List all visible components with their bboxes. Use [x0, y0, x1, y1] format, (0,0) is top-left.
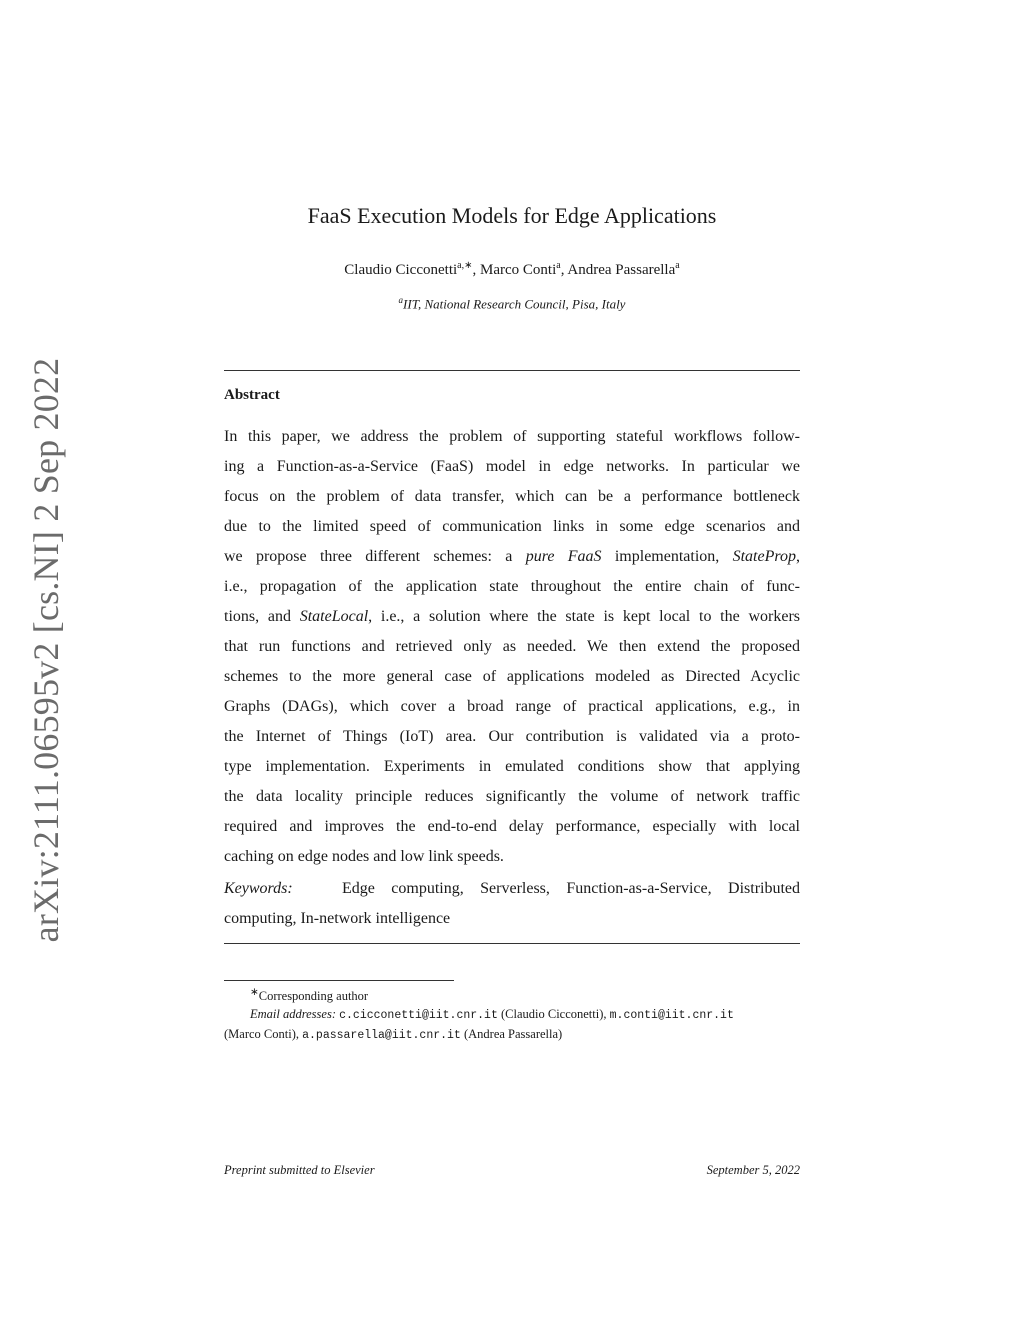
- email-line: [224, 1005, 804, 1025]
- affiliation-mark: a: [398, 295, 404, 305]
- keywords: [224, 874, 800, 934]
- preprint-note: Preprint submitted to Elsevier: [224, 1163, 375, 1177]
- email-address[interactable]: m.conti@iit.cnr.it: [609, 1009, 734, 1023]
- abstract-emphasis: StateProp: [732, 548, 797, 565]
- abstract-heading: Abstract: [224, 387, 280, 403]
- abstract-line: [224, 602, 800, 632]
- author-name: Marco Conti: [480, 262, 557, 278]
- author-name: Claudio Cicconetti: [344, 262, 458, 278]
- abstract-text: implementation,: [601, 548, 733, 565]
- email-address[interactable]: c.cicconetti@iit.cnr.it: [339, 1009, 498, 1023]
- email-address[interactable]: a.passarella@iit.cnr.it: [302, 1029, 461, 1043]
- abstract-line: schemes to the more general case of applications modeled as Directed Acyclic: [224, 668, 800, 685]
- abstract-text: ,: [796, 548, 801, 565]
- abstract-line: that run functions and retrieved only as needed. We then extend the proposed: [224, 638, 800, 655]
- abstract-text: tions, and: [224, 608, 300, 625]
- abstract-text: , i.e., a solution where the state is kept local to the workers: [368, 608, 801, 625]
- abstract-line: [224, 542, 800, 572]
- abstract-body: [224, 422, 800, 872]
- abstract-bottom-rule: [224, 943, 800, 944]
- email-owner: (Andrea Passarella): [463, 1027, 563, 1042]
- email-line: [224, 1025, 804, 1045]
- author-affiliation-mark: a: [675, 260, 680, 271]
- keywords-line: [224, 874, 800, 904]
- abstract-line: required and improves the end-to-end delay performance, especially with local: [224, 818, 800, 835]
- abstract-line: caching on edge nodes and low link speeds.: [224, 848, 504, 865]
- abstract-line: type implementation. Experiments in emulated conditions show that applying: [224, 758, 800, 775]
- abstract-emphasis: pure FaaS: [525, 548, 602, 565]
- paper-title: FaaS Execution Models for Edge Applications: [307, 203, 717, 228]
- abstract-line: Graphs (DAGs), which cover a broad range of practical applications, e.g., in: [224, 698, 800, 715]
- abstract-line: the data locality principle reduces significantly the volume of network traffic: [224, 788, 800, 805]
- author-list: Claudio Cicconetti$^{a,∗}$, Marco Conti$^a$, Andrea Passarella$^a$: [344, 260, 680, 278]
- corresponding-author-text: Corresponding author: [258, 989, 369, 1004]
- abstract-line: the Internet of Things (IoT) area. Our contribution is validated via a proto-: [224, 728, 800, 745]
- abstract-text: we propose three different schemes: a: [224, 548, 526, 565]
- submission-date: September 5, 2022: [706, 1163, 800, 1177]
- affiliation: [0, 295, 1024, 312]
- abstract-emphasis: StateLocal: [299, 608, 369, 625]
- email-owner: (Marco Conti),: [224, 1027, 299, 1042]
- abstract-line: due to the limited speed of communication links in some edge scenarios and: [224, 518, 800, 535]
- email-label: Email addresses:: [250, 1007, 336, 1022]
- footnote: [224, 984, 804, 1045]
- keywords-label: Keywords:: [224, 880, 293, 897]
- corresponding-author-note: ∗Corresponding author: [250, 987, 369, 1004]
- keywords-line: computing, In-network intelligence: [224, 910, 451, 927]
- author-affiliation-mark: a: [556, 260, 561, 271]
- arxiv-identifier-stamp: arXiv:2111.06595v2 [cs.NI] 2 Sep 2022: [26, 357, 66, 943]
- keywords-text: Edge computing, Serverless, Function-as-a-Service, Distributed: [342, 880, 801, 897]
- footnote-rule: [224, 980, 454, 981]
- author-affiliation-mark: a,∗: [457, 260, 473, 271]
- affiliation-text: IIT, National Research Council, Pisa, Italy: [403, 296, 626, 312]
- abstract-line: In this paper, we address the problem of supporting stateful workflows follow-: [224, 428, 800, 445]
- author-name: Andrea Passarella: [567, 262, 676, 278]
- abstract-line: focus on the problem of data transfer, which can be a performance bottleneck: [224, 488, 800, 505]
- email-owner: (Claudio Cicconetti),: [500, 1007, 607, 1022]
- abstract-line: i.e., propagation of the application state throughout the entire chain of func-: [224, 578, 800, 595]
- abstract-line: ing a Function-as-a-Service (FaaS) model in edge networks. In particular we: [224, 458, 800, 475]
- abstract-top-rule: [224, 370, 800, 371]
